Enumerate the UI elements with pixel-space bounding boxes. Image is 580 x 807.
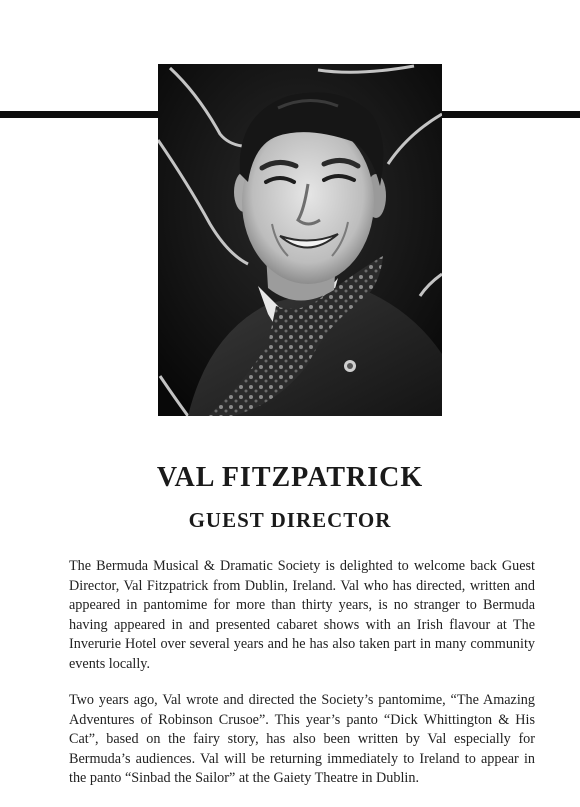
body-paragraph-2: Two years ago, Val wrote and directed the Society’s pantomime, “The Amazing Adventures of Robinson Crusoe”. This year’s panto “Dick Whittington & His Cat”, based on the fairy story, has also been written by Val especially for Bermuda’s audiences. Val will be returning immediately to Ireland to appear in the panto “Sinbad the Sailor” at the Gaiety Theatre in Dublin. [69, 692, 535, 787]
body-paragraph-1: The Bermuda Musical & Dramatic Society is delighted to welcome back Guest Director, Val Fitzpatrick from Dublin, Ireland. Val who has directed, written and appeared in pantomime for more than thirty years, is no stranger to Bermuda having appeared in and presented cabaret shows with an Irish flavour at The Inverurie Hotel over several years and he has also taken part in many community events locally. [69, 558, 535, 672]
divider-rule-left [0, 111, 160, 118]
person-role-subheading: GUEST DIRECTOR [188, 508, 392, 532]
person-name-heading: VAL FITZPATRICK [156, 462, 424, 493]
portrait-photo [158, 64, 442, 416]
portrait-photo-icon [158, 64, 442, 416]
divider-rule-right [440, 111, 580, 118]
